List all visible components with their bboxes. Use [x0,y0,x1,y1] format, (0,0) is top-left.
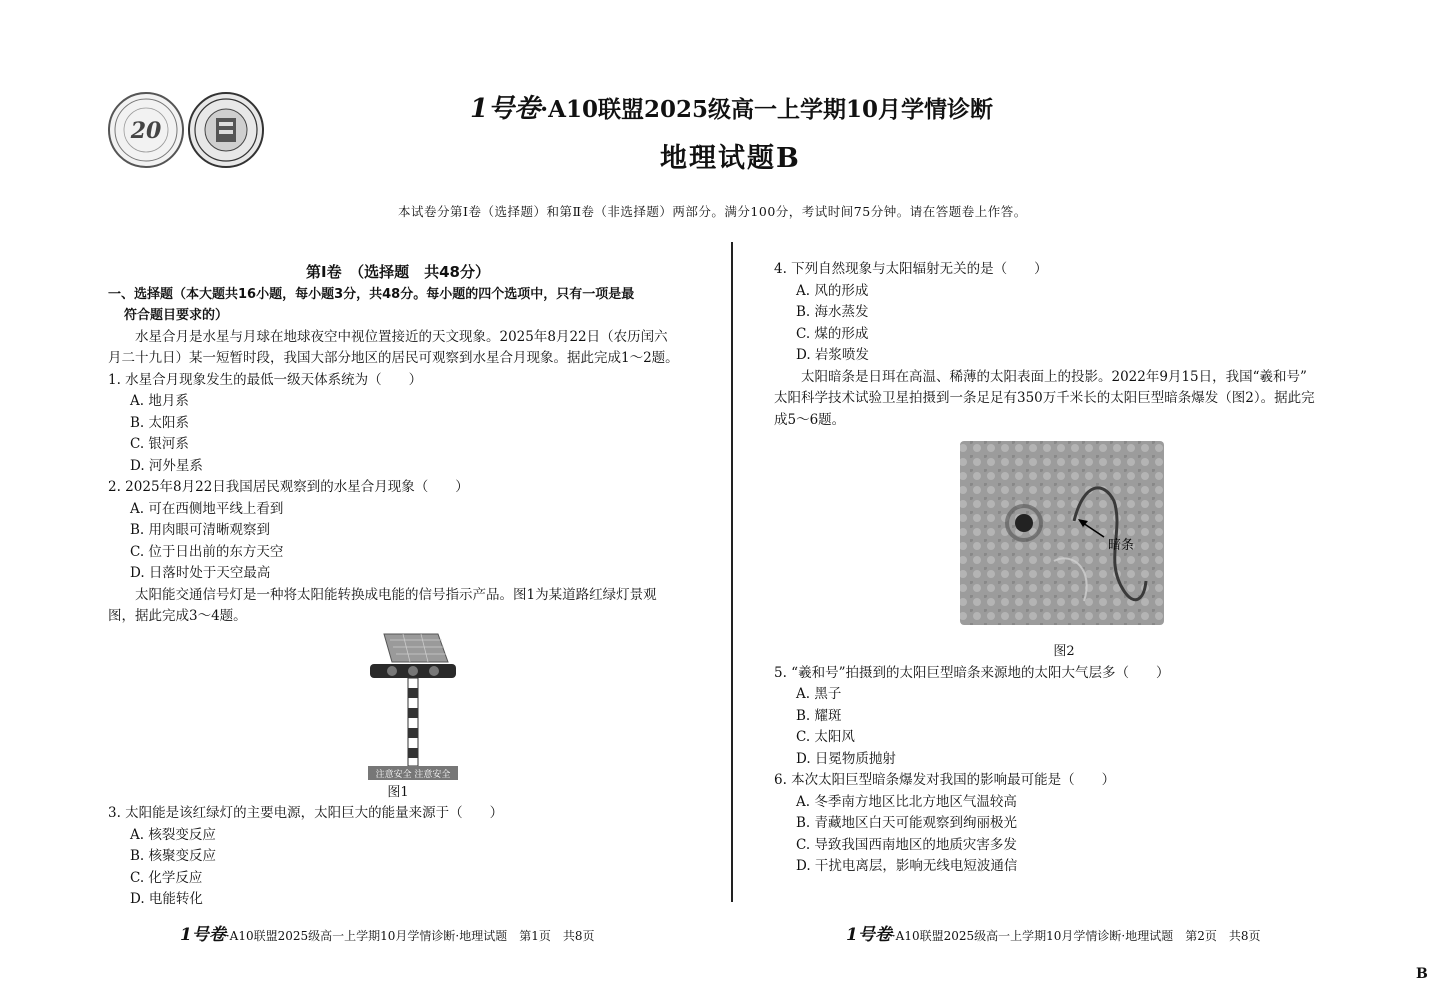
question-6-stem: 6. 本次太阳巨型暗条爆发对我国的影响最可能是（ ） [774,772,1116,788]
question-5-stem: 5. “羲和号”拍摄到的太阳巨型暗条来源地的太阳大气层多（ ） [774,664,1170,681]
passage2-line1: 太阳能交通信号灯是一种将太阳能转换成电能的信号指示产品。图1为某道路红绿灯景观 [135,586,657,603]
q1-option-c[interactable]: C. 银河系 [130,436,189,452]
q5-option-a[interactable]: A. 黑子 [796,686,842,702]
subject-title: 地理试题B [660,143,801,174]
figure-2 [774,441,1354,641]
instructions-line1: 一、选择题（本大题共16小题，每小题3分，共48分。每小题的四个选项中，只有一项是最 [108,286,635,302]
alliance-logo [108,92,184,168]
footer-left-text: ·A10联盟2025级高一上学期10月学情诊断·地理试题 第1页 共8页 [225,929,595,943]
q4-option-a[interactable]: A. 风的形成 [796,282,869,299]
q4-option-d[interactable]: D. 岩浆喷发 [796,347,869,363]
instructions-line2: 符合题目要求的） [124,308,229,323]
figure-1 [108,630,688,782]
question-4-stem: 4. 下列自然现象与太阳辐射无关的是（ ） [774,261,1048,277]
q5-option-b[interactable]: B. 耀斑 [796,707,842,724]
left-column [108,262,688,911]
passage3-line3: 成5～6题。 [774,411,846,428]
q6-option-c[interactable]: C. 导致我国西南地区的地质灾害多发 [796,836,1017,853]
q2-option-a[interactable]: A. 可在西侧地平线上看到 [130,500,284,517]
q3-option-d[interactable]: D. 电能转化 [130,891,203,907]
version-letter: B [1416,966,1428,982]
q1-option-b[interactable]: B. 太阳系 [130,414,190,431]
q1-option-a[interactable]: A. 地月系 [130,393,189,409]
passage3-line1: 太阳暗条是日珥在高温、稀薄的太阳表面上的投影。2022年9月15日，我国“羲和号” [801,368,1307,385]
passage1-line2: 月二十九日）某一短暂时段，我国大部分地区的居民可观察到水星合月现象。据此完成1～2题。 [108,350,679,366]
exam-title-text: ·A10联盟2025级高一上学期10月学情诊断 [540,96,993,123]
q2-option-b[interactable]: B. 用肉眼可清晰观察到 [130,522,271,538]
exam-intro: 本试卷分第Ⅰ卷（选择题）和第Ⅱ卷（非选择题）两部分。满分100分，考试时间75分钟。请在答题卷上作答。 [398,204,1027,219]
q3-option-a[interactable]: A. 核裂变反应 [130,826,216,843]
passage3-line2: 太阳科学技术试验卫星拍摄到一条足足有350万千米长的太阳巨型暗条爆发（图2）。据此完 [774,390,1315,406]
q2-option-d[interactable]: D. 日落时处于天空最高 [130,565,271,581]
passage1-line1: 水星合月是水星与月球在地球夜空中视位置接近的天文现象。2025年8月22日（农历闰六 [135,328,668,345]
q2-option-c[interactable]: C. 位于日出前的东方天空 [130,543,284,560]
q6-option-a[interactable]: A. 冬季南方地区比北方地区气温较高 [796,793,1017,810]
q5-option-c[interactable]: C. 太阳风 [796,729,855,745]
question-3-stem: 3. 太阳能是该红绿灯的主要电源，太阳巨大的能量来源于（ ） [108,805,504,821]
alliance-logo-graphic [110,94,182,166]
q6-option-b[interactable]: B. 青藏地区白天可能观察到绚丽极光 [796,815,1018,831]
q4-option-c[interactable]: C. 煤的形成 [796,325,869,342]
question-1-stem: 1. 水星合月现象发生的最低一级天体系统为（ ） [108,371,423,388]
q1-option-d[interactable]: D. 河外星系 [130,457,203,474]
footer-left [180,920,595,945]
fig2-label: 暗条 [1108,538,1135,553]
right-column [774,259,1354,878]
q6-option-d[interactable]: D. 干扰电离层，影响无线电短波通信 [796,858,1018,874]
brand-mark: 1号卷 [470,94,541,124]
footer-left-mark: 1号卷 [180,925,226,945]
passage2-line2: 图，据此完成3～4题。 [108,608,247,624]
fig1-sign-text: 注意安全 注意安全 [375,769,451,780]
q5-option-d[interactable]: D. 日冕物质抛射 [796,750,896,767]
q3-option-b[interactable]: B. 核聚变反应 [130,848,217,864]
footer-right [846,920,1261,945]
question-2-stem: 2. 2025年8月22日我国居民观察到的水星合月现象（ ） [108,479,469,495]
figure-2-caption: 图2 [1053,644,1075,659]
exam-header-title [470,88,1030,125]
wanzhi-logo [188,92,264,168]
solar-filament-image [774,441,1354,631]
footer-right-mark: 1号卷 [846,925,892,945]
section-title: 第Ⅰ卷 （选择题 共48分） [306,263,490,281]
wanzhi-logo-graphic [190,94,262,166]
column-divider [731,242,733,902]
q3-option-c[interactable]: C. 化学反应 [130,869,203,886]
svg-text:20: 20 [130,118,162,144]
q4-option-b[interactable]: B. 海水蒸发 [796,304,869,320]
traffic-light-image [108,630,688,782]
footer-right-text: ·A10联盟2025级高一上学期10月学情诊断·地理试题 第2页 共8页 [891,929,1261,943]
figure-1-caption: 图1 [387,784,409,800]
